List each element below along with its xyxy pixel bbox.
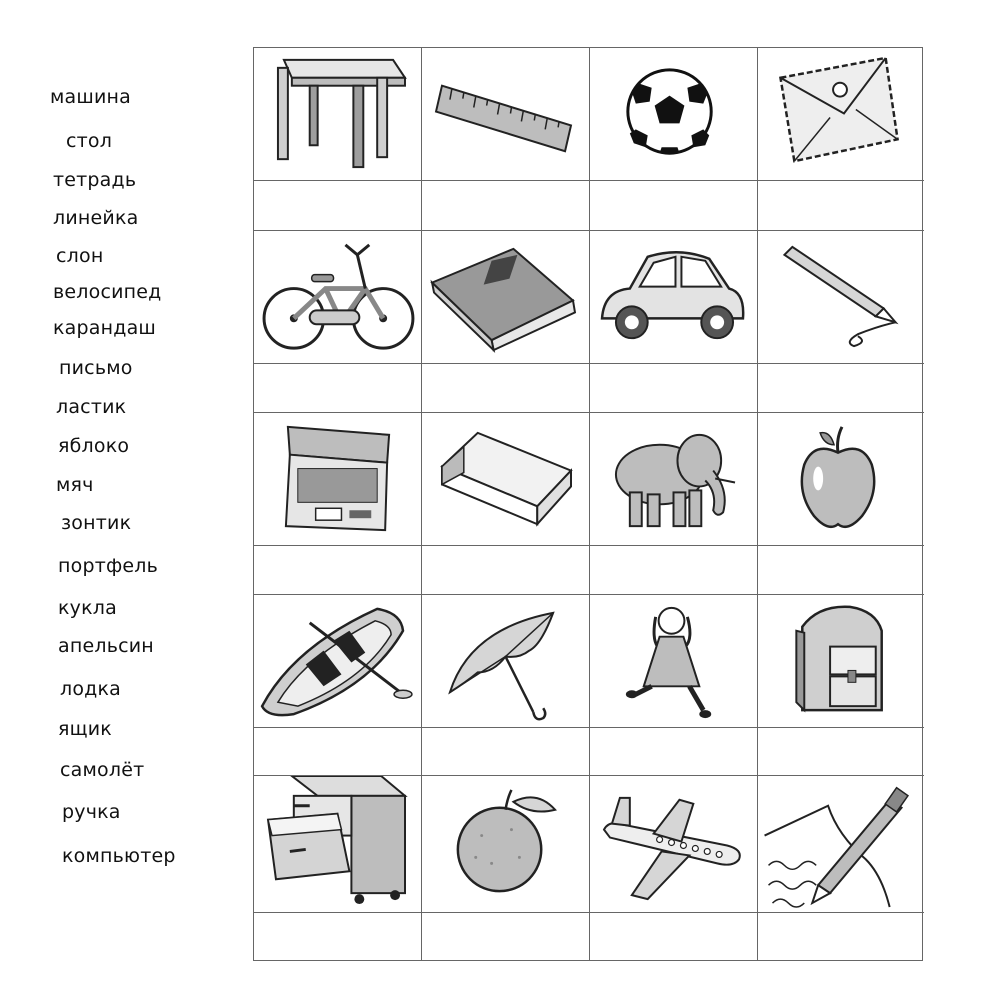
orange-icon bbox=[422, 776, 589, 912]
answer-cell[interactable] bbox=[590, 181, 758, 231]
answer-cell[interactable] bbox=[254, 728, 422, 776]
boat-icon bbox=[254, 595, 421, 727]
picture-cell bbox=[758, 776, 924, 913]
picture-cell bbox=[758, 413, 924, 546]
picture-cell bbox=[254, 595, 422, 728]
picture-cell bbox=[590, 595, 758, 728]
picture-cell bbox=[590, 48, 758, 181]
word-item: кукла bbox=[58, 597, 117, 619]
picture-cell bbox=[758, 231, 924, 364]
answer-cell[interactable] bbox=[254, 181, 422, 231]
soccer-ball-icon bbox=[590, 48, 757, 180]
eraser-icon bbox=[422, 413, 589, 545]
answer-cell[interactable] bbox=[758, 913, 924, 960]
picture-cell bbox=[590, 413, 758, 546]
answer-cell[interactable] bbox=[254, 364, 422, 413]
word-item: мяч bbox=[56, 474, 94, 496]
answer-cell[interactable] bbox=[590, 546, 758, 595]
word-item: стол bbox=[66, 130, 113, 152]
drawer-cabinet-icon bbox=[254, 776, 421, 912]
picture-grid bbox=[253, 47, 923, 961]
laptop-icon bbox=[254, 413, 421, 545]
backpack-icon bbox=[758, 595, 924, 727]
notebook-icon bbox=[422, 231, 589, 363]
word-item: тетрадь bbox=[53, 169, 137, 191]
pen-and-paper-icon bbox=[758, 776, 924, 912]
picture-cell bbox=[254, 231, 422, 364]
word-item: велосипед bbox=[53, 281, 162, 303]
picture-cell bbox=[254, 413, 422, 546]
ruler-icon bbox=[422, 48, 589, 180]
car-icon bbox=[590, 231, 757, 363]
table-icon bbox=[254, 48, 421, 180]
word-item: яблоко bbox=[58, 435, 130, 457]
answer-cell[interactable] bbox=[422, 546, 590, 595]
word-item: зонтик bbox=[61, 512, 132, 534]
answer-cell[interactable] bbox=[590, 364, 758, 413]
picture-cell bbox=[422, 595, 590, 728]
answer-cell[interactable] bbox=[590, 728, 758, 776]
word-item: портфель bbox=[58, 555, 159, 577]
word-item: ручка bbox=[62, 801, 121, 823]
answer-cell[interactable] bbox=[422, 364, 590, 413]
picture-cell bbox=[590, 776, 758, 913]
word-item: апельсин bbox=[58, 635, 154, 657]
word-item: карандаш bbox=[53, 317, 157, 339]
airplane-icon bbox=[590, 776, 757, 912]
answer-cell[interactable] bbox=[422, 913, 590, 960]
answer-cell[interactable] bbox=[758, 181, 924, 231]
picture-cell bbox=[422, 231, 590, 364]
picture-cell bbox=[422, 48, 590, 181]
pencil-icon bbox=[758, 231, 924, 363]
answer-cell[interactable] bbox=[590, 913, 758, 960]
word-bank bbox=[0, 0, 240, 997]
word-item: лодка bbox=[60, 678, 122, 700]
word-item: слон bbox=[56, 245, 104, 267]
picture-cell bbox=[590, 231, 758, 364]
word-item: линейка bbox=[53, 207, 139, 229]
picture-cell bbox=[422, 776, 590, 913]
answer-cell[interactable] bbox=[422, 728, 590, 776]
picture-cell bbox=[254, 776, 422, 913]
answer-cell[interactable] bbox=[758, 728, 924, 776]
picture-cell bbox=[758, 48, 924, 181]
answer-cell[interactable] bbox=[758, 364, 924, 413]
umbrella-icon bbox=[422, 595, 589, 727]
picture-cell bbox=[422, 413, 590, 546]
word-item: ластик bbox=[56, 396, 127, 418]
word-item: компьютер bbox=[62, 845, 176, 867]
apple-icon bbox=[758, 413, 924, 545]
word-item: письмо bbox=[59, 357, 133, 379]
answer-cell[interactable] bbox=[758, 546, 924, 595]
answer-cell[interactable] bbox=[422, 181, 590, 231]
word-item: самолёт bbox=[60, 759, 145, 781]
word-item: ящик bbox=[58, 718, 112, 740]
doll-icon bbox=[590, 595, 757, 727]
word-item: машина bbox=[50, 86, 131, 108]
answer-cell[interactable] bbox=[254, 546, 422, 595]
answer-cell[interactable] bbox=[254, 913, 422, 960]
bicycle-icon bbox=[254, 231, 421, 363]
elephant-icon bbox=[590, 413, 757, 545]
picture-cell bbox=[254, 48, 422, 181]
envelope-icon bbox=[758, 48, 924, 180]
picture-cell bbox=[758, 595, 924, 728]
